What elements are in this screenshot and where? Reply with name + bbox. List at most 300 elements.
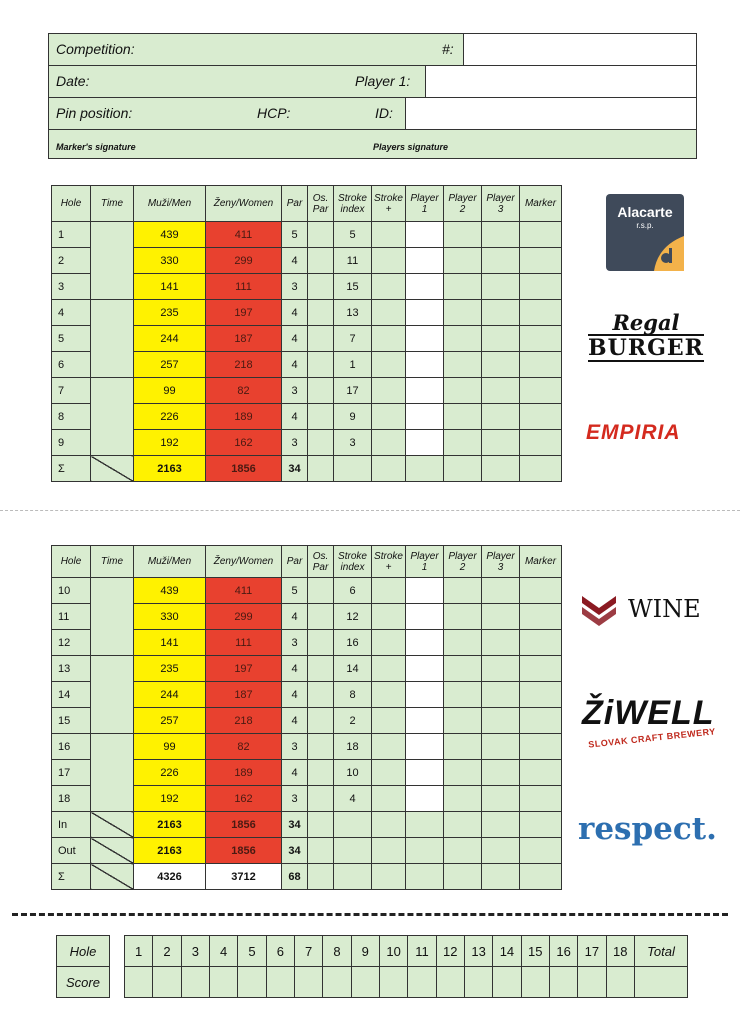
stroke-plus-cell[interactable] (372, 352, 406, 378)
summary-score-cell[interactable] (323, 967, 351, 998)
women-distance: 111 (206, 630, 282, 656)
total-women: 1856 (206, 838, 282, 864)
os-par-cell[interactable] (308, 300, 334, 326)
men-distance: 235 (134, 656, 206, 682)
os-par-cell[interactable] (308, 630, 334, 656)
total-stroke-plus-cell[interactable] (372, 838, 406, 864)
stroke-plus-cell[interactable] (372, 656, 406, 682)
player3-score-cell[interactable] (482, 352, 520, 378)
player2-score-cell[interactable] (444, 404, 482, 430)
front-nine-table (51, 185, 562, 482)
summary-hole-number: 11 (408, 936, 436, 967)
os-par-cell[interactable] (308, 786, 334, 812)
player1-score-cell[interactable] (406, 352, 444, 378)
stroke-plus-cell[interactable] (372, 630, 406, 656)
marker-score-cell[interactable] (520, 786, 562, 812)
player3-score-cell[interactable] (482, 786, 520, 812)
women-distance: 411 (206, 578, 282, 604)
marker-score-cell[interactable] (520, 760, 562, 786)
ziwell-tagline: SLOVAK CRAFT BREWERY (587, 726, 717, 750)
summary-total-label: Total (635, 936, 688, 967)
player1-score-cell[interactable] (406, 604, 444, 630)
summary-hole-number: 4 (209, 936, 237, 967)
player2-score-cell[interactable] (444, 430, 482, 456)
time-cell[interactable] (91, 378, 134, 456)
os-par-cell[interactable] (308, 274, 334, 300)
hole-number: 15 (52, 708, 91, 734)
total-label: Out (52, 838, 91, 864)
alacarte-sub: r.s.p. (636, 221, 654, 230)
time-cell[interactable] (91, 222, 134, 300)
player2-score-cell[interactable] (444, 734, 482, 760)
men-distance: 226 (134, 760, 206, 786)
total-marker-cell[interactable] (520, 864, 562, 890)
summary-score-cell[interactable] (521, 967, 549, 998)
summary-score-cell[interactable] (209, 967, 237, 998)
player3-score-cell[interactable] (482, 708, 520, 734)
marker-score-cell[interactable] (520, 300, 562, 326)
marker-score-cell[interactable] (520, 682, 562, 708)
summary-hole-number: 2 (153, 936, 181, 967)
col-hole: Hole (52, 546, 91, 578)
men-distance: 235 (134, 300, 206, 326)
total-stroke-index-cell[interactable] (334, 864, 372, 890)
player3-score-cell[interactable] (482, 760, 520, 786)
player2-score-cell[interactable] (444, 352, 482, 378)
col-os-par-l1: Os. (312, 192, 329, 204)
player3-score-cell[interactable] (482, 430, 520, 456)
player3-score-cell[interactable] (482, 326, 520, 352)
par-value: 3 (282, 630, 308, 656)
player2-score-cell[interactable] (444, 326, 482, 352)
total-time-cell (91, 456, 134, 482)
player2-score-cell[interactable] (444, 656, 482, 682)
hole-number: 11 (52, 604, 91, 630)
marker-score-cell[interactable] (520, 326, 562, 352)
total-player2-cell[interactable] (444, 812, 482, 838)
col-player2 (444, 546, 482, 578)
stroke-index-value: 5 (334, 222, 372, 248)
stroke-plus-cell[interactable] (372, 326, 406, 352)
women-distance: 189 (206, 404, 282, 430)
player1-score-cell[interactable] (406, 274, 444, 300)
stroke-index-value: 18 (334, 734, 372, 760)
total-men: 4326 (134, 864, 206, 890)
women-distance: 411 (206, 222, 282, 248)
col-par: Par (282, 546, 308, 578)
stroke-index-value: 14 (334, 656, 372, 682)
os-par-cell[interactable] (308, 682, 334, 708)
women-distance: 299 (206, 248, 282, 274)
player3-score-cell[interactable] (482, 274, 520, 300)
col-p2-l1: Player (448, 550, 477, 562)
player1-score-cell[interactable] (406, 682, 444, 708)
player1-label: Player 1: (355, 73, 411, 89)
total-stroke-plus-cell[interactable] (372, 812, 406, 838)
player1-score-cell[interactable] (406, 404, 444, 430)
summary-hole-number: 9 (351, 936, 379, 967)
par-value: 3 (282, 274, 308, 300)
player1-score-cell[interactable] (406, 786, 444, 812)
player1-field[interactable] (425, 66, 696, 97)
player3-score-cell[interactable] (482, 630, 520, 656)
player2-score-cell[interactable] (444, 786, 482, 812)
summary-score-cell[interactable] (294, 967, 322, 998)
summary-score-cell[interactable] (578, 967, 606, 998)
col-time: Time (91, 186, 134, 222)
total-player2-cell[interactable] (444, 864, 482, 890)
total-row (52, 864, 562, 890)
stroke-plus-cell[interactable] (372, 300, 406, 326)
marker-score-cell[interactable] (520, 248, 562, 274)
player2-score-cell[interactable] (444, 760, 482, 786)
player2-score-cell[interactable] (444, 578, 482, 604)
col-men: Muži/Men (134, 546, 206, 578)
summary-score-cell[interactable] (606, 967, 634, 998)
stroke-plus-cell[interactable] (372, 708, 406, 734)
player1-score-cell[interactable] (406, 578, 444, 604)
par-value: 4 (282, 760, 308, 786)
summary-score-cell[interactable] (379, 967, 407, 998)
total-player1-cell[interactable] (406, 812, 444, 838)
date-label: Date: (56, 73, 90, 89)
women-distance: 162 (206, 786, 282, 812)
player3-score-cell[interactable] (482, 734, 520, 760)
hole-number: 7 (52, 378, 91, 404)
par-value: 3 (282, 430, 308, 456)
col-stroke-index (334, 186, 372, 222)
total-player3-cell[interactable] (482, 812, 520, 838)
summary-score-cell[interactable] (125, 967, 153, 998)
hole-number: 3 (52, 274, 91, 300)
stroke-index-value: 4 (334, 786, 372, 812)
stroke-plus-cell[interactable] (372, 786, 406, 812)
men-distance: 244 (134, 326, 206, 352)
marker-score-cell[interactable] (520, 708, 562, 734)
col-player1 (406, 186, 444, 222)
player2-score-cell[interactable] (444, 630, 482, 656)
os-par-cell[interactable] (308, 378, 334, 404)
time-cell[interactable] (91, 300, 134, 378)
total-men: 2163 (134, 456, 206, 482)
player3-score-cell[interactable] (482, 222, 520, 248)
time-cell[interactable] (91, 578, 134, 656)
back-header-row (52, 546, 562, 578)
hole-number: 4 (52, 300, 91, 326)
total-row (52, 838, 562, 864)
os-par-cell[interactable] (308, 222, 334, 248)
col-sp-l2: + (385, 203, 392, 215)
col-hole: Hole (52, 186, 91, 222)
stroke-plus-cell[interactable] (372, 430, 406, 456)
total-men: 2163 (134, 838, 206, 864)
women-distance: 218 (206, 352, 282, 378)
hole-number: 12 (52, 630, 91, 656)
par-value: 4 (282, 248, 308, 274)
summary-score-cell[interactable] (436, 967, 464, 998)
stroke-plus-cell[interactable] (372, 378, 406, 404)
pin-position-label: Pin position: (56, 105, 133, 121)
date-row (49, 66, 696, 98)
player1-score-cell[interactable] (406, 300, 444, 326)
player2-score-cell[interactable] (444, 378, 482, 404)
summary-score-cell[interactable] (351, 967, 379, 998)
total-stroke-index-cell[interactable] (334, 838, 372, 864)
summary-score-cell[interactable] (464, 967, 492, 998)
women-distance: 197 (206, 656, 282, 682)
col-player1 (406, 546, 444, 578)
total-row (52, 812, 562, 838)
hcp-label: HCP: (257, 105, 291, 121)
total-player3-cell[interactable] (482, 838, 520, 864)
total-row (52, 456, 562, 482)
player1-score-cell[interactable] (406, 326, 444, 352)
os-par-cell[interactable] (308, 708, 334, 734)
os-par-cell[interactable] (308, 326, 334, 352)
summary-score-cell[interactable] (549, 967, 577, 998)
total-par: 34 (282, 838, 308, 864)
player3-score-cell[interactable] (482, 300, 520, 326)
par-value: 4 (282, 300, 308, 326)
women-distance: 189 (206, 760, 282, 786)
player2-score-cell[interactable] (444, 604, 482, 630)
total-time-cell (91, 812, 134, 838)
player1-score-cell[interactable] (406, 708, 444, 734)
women-distance: 187 (206, 326, 282, 352)
total-time-cell (91, 838, 134, 864)
total-player1-cell[interactable] (406, 838, 444, 864)
player2-score-cell[interactable] (444, 682, 482, 708)
stroke-plus-cell[interactable] (372, 248, 406, 274)
col-os-par (308, 546, 334, 578)
hole-number: 18 (52, 786, 91, 812)
marker-score-cell[interactable] (520, 734, 562, 760)
time-cell[interactable] (91, 656, 134, 734)
col-player2 (444, 186, 482, 222)
player1-score-cell[interactable] (406, 734, 444, 760)
player3-score-cell[interactable] (482, 578, 520, 604)
col-women: Ženy/Women (206, 546, 282, 578)
player2-score-cell[interactable] (444, 300, 482, 326)
total-marker-cell[interactable] (520, 838, 562, 864)
player3-score-cell[interactable] (482, 682, 520, 708)
regal-word: Regal (612, 310, 680, 335)
col-marker: Marker (520, 186, 562, 222)
id-field[interactable] (405, 98, 696, 129)
summary-score-cell[interactable] (408, 967, 436, 998)
stroke-index-value: 9 (334, 404, 372, 430)
hole-number: 9 (52, 430, 91, 456)
total-stroke-plus-cell[interactable] (372, 456, 406, 482)
total-player3-cell[interactable] (482, 456, 520, 482)
total-os-par-cell[interactable] (308, 456, 334, 482)
player1-score-cell[interactable] (406, 760, 444, 786)
marker-score-cell[interactable] (520, 604, 562, 630)
men-distance: 330 (134, 604, 206, 630)
stroke-plus-cell[interactable] (372, 578, 406, 604)
total-os-par-cell[interactable] (308, 864, 334, 890)
os-par-cell[interactable] (308, 430, 334, 456)
summary-score-cell[interactable] (493, 967, 521, 998)
col-p1-l1: Player (410, 192, 439, 204)
total-women: 1856 (206, 812, 282, 838)
hole-number: 5 (52, 326, 91, 352)
marker-score-cell[interactable] (520, 404, 562, 430)
alacarte-logo (606, 194, 684, 271)
par-value: 4 (282, 656, 308, 682)
col-os-par (308, 186, 334, 222)
os-par-cell[interactable] (308, 760, 334, 786)
summary-total-cell[interactable] (635, 967, 688, 998)
competition-header (48, 33, 697, 159)
player1-score-cell[interactable] (406, 656, 444, 682)
women-distance: 187 (206, 682, 282, 708)
signature-row (49, 130, 696, 159)
pin-row (49, 98, 696, 130)
summary-score-cell[interactable] (181, 967, 209, 998)
stroke-plus-cell[interactable] (372, 222, 406, 248)
col-stroke-plus (372, 546, 406, 578)
par-value: 4 (282, 604, 308, 630)
marker-score-cell[interactable] (520, 656, 562, 682)
total-marker-cell[interactable] (520, 456, 562, 482)
stroke-index-value: 6 (334, 578, 372, 604)
summary-hole-row (125, 936, 688, 967)
hole-row (52, 222, 562, 248)
total-os-par-cell[interactable] (308, 838, 334, 864)
col-os-par-l2: Par (312, 203, 329, 215)
summary-score-cell[interactable] (153, 967, 181, 998)
marker-score-cell[interactable] (520, 578, 562, 604)
summary-hole-number: 1 (125, 936, 153, 967)
hole-number: 14 (52, 682, 91, 708)
os-par-cell[interactable] (308, 404, 334, 430)
par-value: 4 (282, 326, 308, 352)
total-label: Σ (52, 864, 91, 890)
women-distance: 218 (206, 708, 282, 734)
total-player2-cell[interactable] (444, 838, 482, 864)
col-men: Muži/Men (134, 186, 206, 222)
col-p3-l2: 3 (497, 203, 504, 215)
summary-table (124, 935, 688, 998)
os-par-cell[interactable] (308, 578, 334, 604)
marker-score-cell[interactable] (520, 630, 562, 656)
summary-hole-number: 6 (266, 936, 294, 967)
os-par-cell[interactable] (308, 352, 334, 378)
total-women: 3712 (206, 864, 282, 890)
women-distance: 162 (206, 430, 282, 456)
stroke-plus-cell[interactable] (372, 274, 406, 300)
men-distance: 192 (134, 430, 206, 456)
player3-score-cell[interactable] (482, 604, 520, 630)
col-player3 (482, 546, 520, 578)
empiria-logo: EMPIRIA (586, 421, 681, 444)
men-distance: 330 (134, 248, 206, 274)
col-si-l2: index (340, 561, 365, 573)
os-par-cell[interactable] (308, 656, 334, 682)
wine-logo: WINE (628, 595, 701, 623)
men-distance: 141 (134, 630, 206, 656)
player2-score-cell[interactable] (444, 274, 482, 300)
hole-number: 2 (52, 248, 91, 274)
marker-score-cell[interactable] (520, 430, 562, 456)
player3-score-cell[interactable] (482, 404, 520, 430)
burger-word: BURGER (588, 335, 704, 361)
hole-number: 6 (52, 352, 91, 378)
total-stroke-index-cell[interactable] (334, 812, 372, 838)
player1-score-cell[interactable] (406, 222, 444, 248)
respect-logo: respect. (578, 811, 717, 847)
total-os-par-cell[interactable] (308, 812, 334, 838)
stroke-plus-cell[interactable] (372, 760, 406, 786)
id-label: ID: (375, 105, 393, 121)
player3-score-cell[interactable] (482, 656, 520, 682)
player2-score-cell[interactable] (444, 248, 482, 274)
total-player1-cell[interactable] (406, 456, 444, 482)
summary-hole-number: 17 (578, 936, 606, 967)
marker-score-cell[interactable] (520, 352, 562, 378)
total-women: 1856 (206, 456, 282, 482)
stroke-index-value: 7 (334, 326, 372, 352)
player2-score-cell[interactable] (444, 708, 482, 734)
col-p3-l1: Player (486, 192, 515, 204)
marker-score-cell[interactable] (520, 378, 562, 404)
stroke-plus-cell[interactable] (372, 734, 406, 760)
women-distance: 111 (206, 274, 282, 300)
number-label: #: (442, 41, 454, 57)
player3-score-cell[interactable] (482, 248, 520, 274)
men-distance: 244 (134, 682, 206, 708)
player1-score-cell[interactable] (406, 378, 444, 404)
competition-label: Competition: (56, 41, 135, 57)
total-stroke-index-cell[interactable] (334, 456, 372, 482)
col-women: Ženy/Women (206, 186, 282, 222)
cut-line (12, 913, 728, 916)
time-cell[interactable] (91, 734, 134, 812)
total-player1-cell[interactable] (406, 864, 444, 890)
summary-hole-number: 3 (181, 936, 209, 967)
stroke-plus-cell[interactable] (372, 682, 406, 708)
player-signature-label: Players signature (373, 142, 449, 152)
total-stroke-plus-cell[interactable] (372, 864, 406, 890)
number-field[interactable] (463, 34, 696, 65)
total-player2-cell[interactable] (444, 456, 482, 482)
summary-hole-number: 5 (238, 936, 266, 967)
player3-score-cell[interactable] (482, 378, 520, 404)
marker-score-cell[interactable] (520, 222, 562, 248)
summary-score-cell[interactable] (266, 967, 294, 998)
col-p3-l2: 3 (497, 561, 504, 573)
men-distance: 99 (134, 734, 206, 760)
player1-score-cell[interactable] (406, 630, 444, 656)
player1-score-cell[interactable] (406, 430, 444, 456)
col-p3-l1: Player (486, 550, 515, 562)
stroke-plus-cell[interactable] (372, 604, 406, 630)
total-player3-cell[interactable] (482, 864, 520, 890)
player1-score-cell[interactable] (406, 248, 444, 274)
os-par-cell[interactable] (308, 734, 334, 760)
stroke-index-value: 13 (334, 300, 372, 326)
summary-score-cell[interactable] (238, 967, 266, 998)
total-marker-cell[interactable] (520, 812, 562, 838)
player2-score-cell[interactable] (444, 222, 482, 248)
stroke-plus-cell[interactable] (372, 404, 406, 430)
women-distance: 299 (206, 604, 282, 630)
marker-score-cell[interactable] (520, 274, 562, 300)
os-par-cell[interactable] (308, 604, 334, 630)
os-par-cell[interactable] (308, 248, 334, 274)
col-stroke-index (334, 546, 372, 578)
